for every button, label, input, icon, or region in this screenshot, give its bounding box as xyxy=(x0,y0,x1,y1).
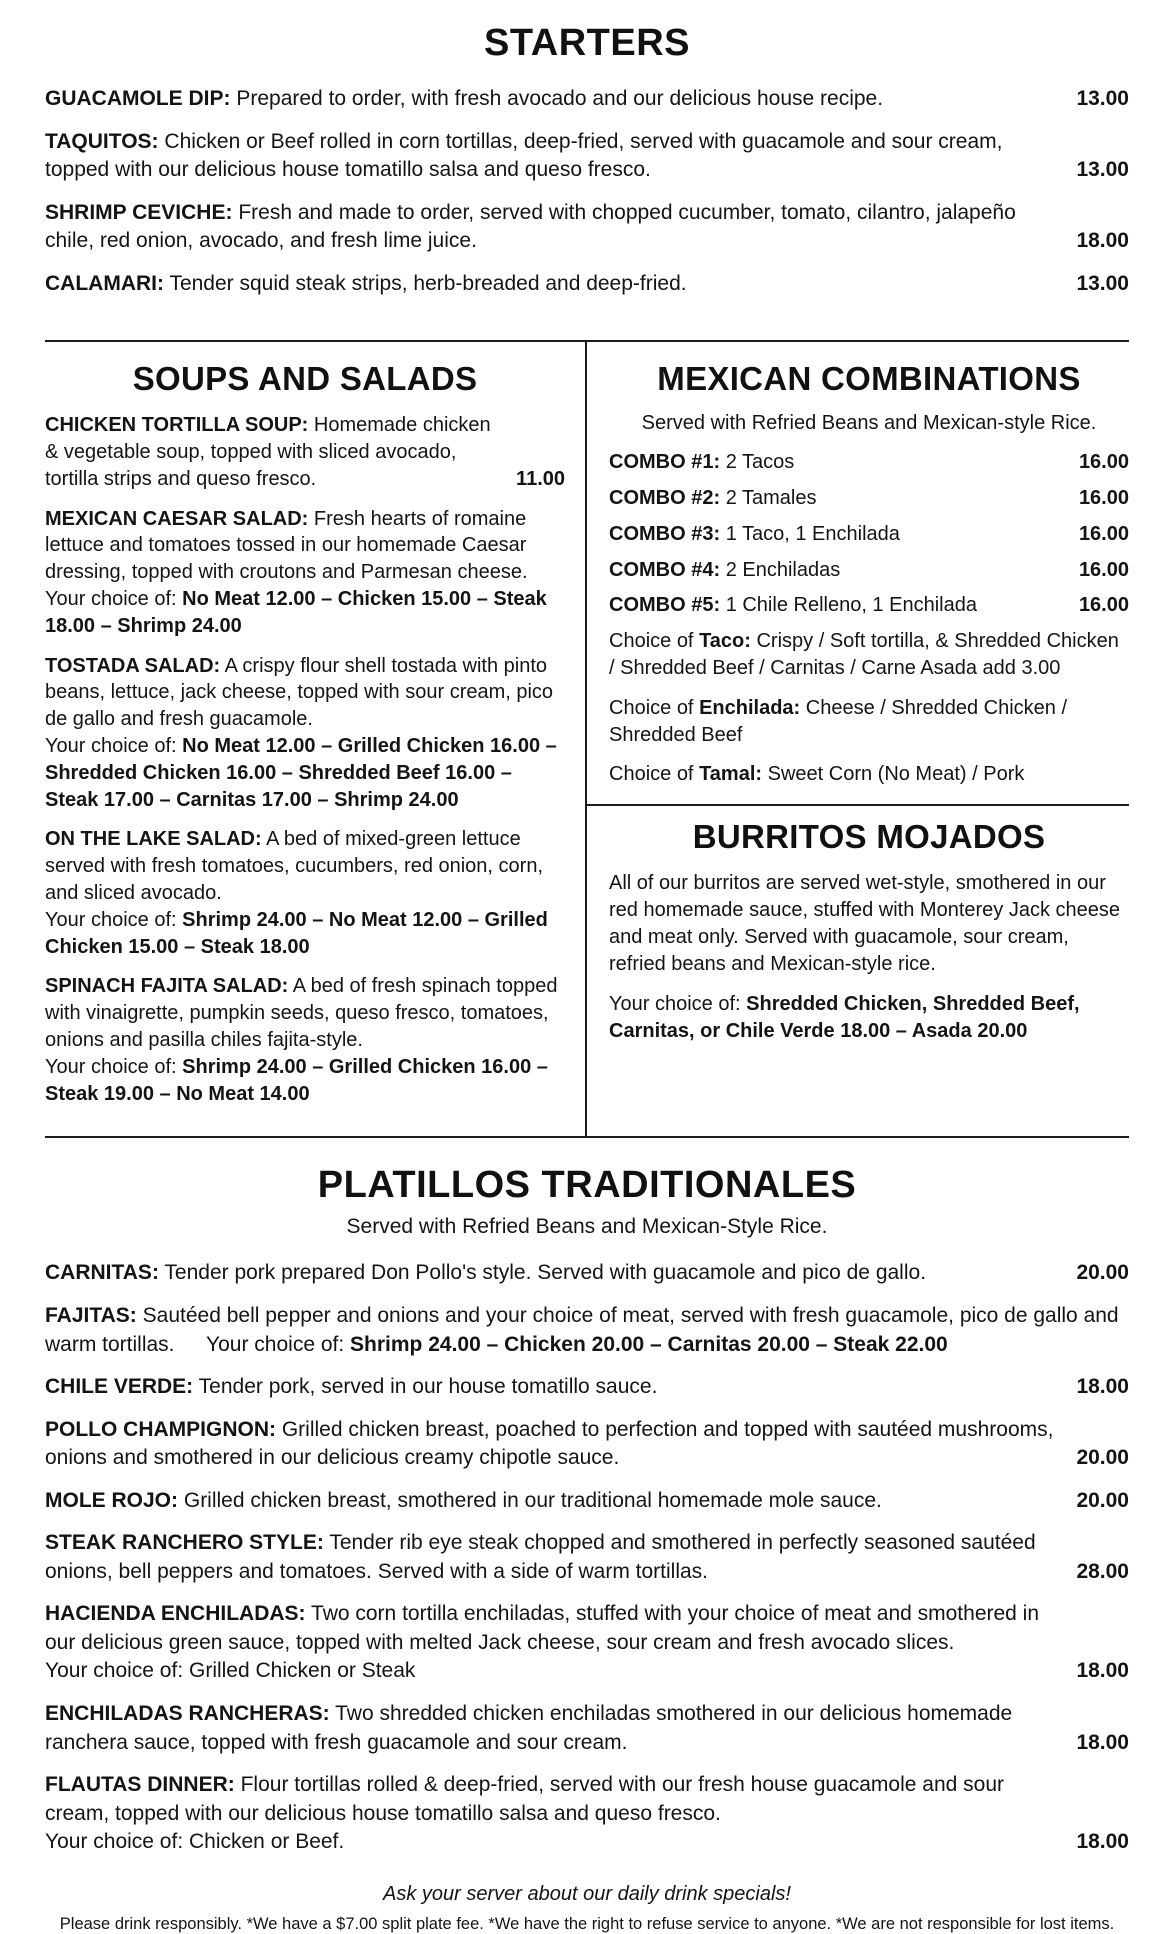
item-text xyxy=(45,1373,1060,1402)
disclaimer-line: Please drink responsibly. *We have a $7.00 split plate fee. *We have the right to refuse service to anyone. *We are not responsible for lost items. xyxy=(59,1914,1115,1933)
item-choice xyxy=(45,733,565,813)
item-body xyxy=(45,199,1060,256)
two-column-area xyxy=(45,340,1129,1138)
choice-options: No Meat 12.00 – Chicken 15.00 – Steak 18.00 – Shrimp 24.00 xyxy=(45,588,547,637)
item-name: MOLE ROJO: xyxy=(45,1488,179,1512)
item-desc: 1 Chile Relleno, 1 Enchilada xyxy=(725,594,977,617)
item-body xyxy=(45,1259,1060,1288)
item-name: FAJITAS: xyxy=(45,1303,137,1327)
choice-prefix: Your choice of: xyxy=(206,1332,345,1356)
menu-item xyxy=(609,592,1129,619)
item-price: 16.00 xyxy=(1078,451,1129,474)
item-text xyxy=(45,973,565,1053)
item-price: 16.00 xyxy=(1078,594,1129,617)
right-column xyxy=(585,342,1129,1136)
item-price: 13.00 xyxy=(1076,271,1129,295)
menu-item xyxy=(45,199,1129,256)
item-text xyxy=(45,826,565,906)
item-body xyxy=(45,1302,1129,1359)
menu-item xyxy=(45,826,565,960)
footer xyxy=(45,1883,1129,1934)
menu-item xyxy=(45,270,1129,299)
item-text xyxy=(609,449,1063,476)
drink-specials-line: Ask your server about our daily drink specials! xyxy=(383,1882,791,1905)
menu-item xyxy=(609,521,1129,548)
section-starters xyxy=(45,22,1129,298)
item-desc: A crispy flour shell tostada with pinto beans, lettuce, jack cheese, topped with sour cream, pico de gallo and fresh guacamole. xyxy=(45,654,554,731)
menu-item xyxy=(609,449,1129,476)
item-price: 18.00 xyxy=(1076,229,1129,253)
item-price: 20.00 xyxy=(1076,1488,1129,1512)
item-text xyxy=(609,485,1063,512)
choice-note xyxy=(609,695,1129,749)
section-mexican-combinations xyxy=(609,360,1129,788)
item-desc: Chicken or Beef rolled in corn tortillas, deep-fried, served with guacamole and sour cream, topped with our delicious house tomatillo salsa and queso fresco. xyxy=(45,129,1003,182)
choice-prefix: Your choice of: Grilled Chicken or Steak xyxy=(45,1659,416,1683)
item-choice xyxy=(45,1828,1060,1857)
item-price: 16.00 xyxy=(1078,558,1129,581)
item-name: STEAK RANCHERO STYLE: xyxy=(45,1531,324,1555)
platillos-title: PLATILLOS TRADITIONALES xyxy=(317,1164,857,1207)
item-text xyxy=(45,1416,1060,1473)
item-price: 18.00 xyxy=(1076,1830,1129,1854)
choice-options: Shredded Chicken, Shredded Beef, Carnitas, or Chile Verde 18.00 – Asada 20.00 xyxy=(609,993,1080,1043)
choice-note-keyword: Enchilada: xyxy=(699,696,801,719)
item-text xyxy=(45,1600,1060,1657)
item-price: 11.00 xyxy=(516,467,565,490)
choice-prefix: Your choice of: Chicken or Beef. xyxy=(45,1830,345,1854)
menu-item xyxy=(45,1302,1129,1359)
choice-options: Shrimp 24.00 – Grilled Chicken 16.00 – Steak 19.00 – No Meat 14.00 xyxy=(45,1055,548,1105)
item-body xyxy=(45,826,565,960)
item-name: CARNITAS: xyxy=(45,1261,159,1285)
combinations-title: MEXICAN COMBINATIONS xyxy=(657,360,1081,398)
menu-item xyxy=(45,506,565,640)
menu-item xyxy=(45,973,565,1107)
item-text xyxy=(609,592,1063,619)
item-desc: Tender pork, served in our house tomatillo sauce. xyxy=(198,1375,658,1399)
item-choice xyxy=(45,1054,565,1108)
burritos-intro: All of our burritos are served wet-style, smothered in our red homemade sauce, stuffed with Monterey Jack cheese and meat only. Served with guacamole, sour cream, refried beans and Mexican-style rice. xyxy=(609,872,1121,975)
burritos-choice-line xyxy=(609,991,1129,1045)
item-name: CHICKEN TORTILLA SOUP: xyxy=(45,414,309,437)
soups-salads-title: SOUPS AND SALADS xyxy=(132,360,478,398)
item-desc: Two shredded chicken enchiladas smothered in our delicious homemade ranchera sauce, topped with fresh guacamole and sour cream. xyxy=(45,1701,1013,1754)
choice-note-prefix: Choice of xyxy=(609,763,700,786)
item-text xyxy=(45,128,1060,185)
item-text xyxy=(609,557,1063,584)
burritos-title: BURRITOS MOJADOS xyxy=(692,818,1046,856)
menu-item xyxy=(45,1487,1129,1516)
item-text xyxy=(45,1771,1060,1828)
item-text xyxy=(45,270,1060,299)
item-price: 20.00 xyxy=(1076,1446,1129,1470)
item-price: 28.00 xyxy=(1076,1559,1129,1583)
item-name: COMBO #5: xyxy=(609,594,721,617)
item-price: 16.00 xyxy=(1078,487,1129,510)
menu-item xyxy=(45,653,565,814)
item-choice xyxy=(45,1657,1060,1686)
item-text xyxy=(609,521,1063,548)
item-name: COMBO #4: xyxy=(609,558,721,581)
item-desc: 2 Enchiladas xyxy=(725,558,841,581)
choice-prefix: Your choice of: xyxy=(45,1055,177,1078)
item-price: 18.00 xyxy=(1076,1375,1129,1399)
item-choice xyxy=(45,907,565,961)
item-desc: Grilled chicken breast, smothered in our traditional homemade mole sauce. xyxy=(183,1488,882,1512)
item-body xyxy=(609,557,1063,584)
item-desc: Sautéed bell pepper and onions and your choice of meat, served with fresh guacamole, pico de gallo and warm tortillas. xyxy=(45,1303,1119,1356)
item-name: ENCHILADAS RANCHERAS: xyxy=(45,1701,330,1725)
platillos-subtitle: Served with Refried Beans and Mexican-Style Rice. xyxy=(346,1215,828,1239)
item-text xyxy=(45,653,565,733)
item-text xyxy=(45,1302,1129,1359)
menu-item xyxy=(609,557,1129,584)
item-price: 18.00 xyxy=(1076,1659,1129,1683)
item-text xyxy=(45,1529,1060,1586)
item-name: SPINACH FAJITA SALAD: xyxy=(45,975,289,998)
item-price: 20.00 xyxy=(1076,1261,1129,1285)
item-text xyxy=(45,506,565,586)
section-divider xyxy=(587,804,1129,806)
platillos-list xyxy=(45,1259,1129,1856)
item-desc: Tender squid steak strips, herb-breaded and deep-fried. xyxy=(169,271,687,295)
menu-item xyxy=(45,412,565,492)
item-desc: Flour tortillas rolled & deep-fried, served with our fresh house guacamole and sour cream, topped with our delicious house tomatillo salsa and queso fresco. xyxy=(45,1773,1005,1825)
item-text xyxy=(45,199,1060,256)
item-name: POLLO CHAMPIGNON: xyxy=(45,1417,276,1441)
combinations-subtitle: Served with Refried Beans and Mexican-style Rice. xyxy=(641,412,1097,435)
item-desc: Grilled chicken breast, poached to perfection and topped with sautéed mushrooms, onions and smothered in our delicious creamy chipotle sauce. xyxy=(45,1417,1054,1470)
item-text xyxy=(45,1700,1060,1757)
item-choice xyxy=(45,586,565,640)
item-desc: Tender rib eye steak chopped and smothered in perfectly seasoned sautéed onions, bell peppers and tomatoes. Served with a side of warm tortillas. xyxy=(45,1531,1036,1583)
choice-note-prefix: Choice of xyxy=(609,696,700,719)
section-soups-salads xyxy=(45,342,585,1136)
item-body xyxy=(45,1600,1060,1686)
item-body xyxy=(45,270,1060,299)
item-desc: 2 Tamales xyxy=(725,487,817,510)
choice-prefix: Your choice of: xyxy=(609,993,747,1016)
item-body xyxy=(609,449,1063,476)
item-body xyxy=(45,1487,1060,1516)
item-desc: A bed of mixed-green lettuce served with fresh tomatoes, cucumbers, red onion, corn, and sliced avocado. xyxy=(45,828,544,905)
menu-item xyxy=(45,1259,1129,1288)
item-name: MEXICAN CAESAR SALAD: xyxy=(45,507,309,530)
menu-item xyxy=(45,1416,1129,1473)
choice-note xyxy=(609,761,1129,788)
choice-prefix: Your choice of: xyxy=(45,908,177,931)
item-desc: 1 Taco, 1 Enchilada xyxy=(725,522,900,545)
item-body xyxy=(45,1373,1060,1402)
item-text xyxy=(45,1487,1060,1516)
item-body xyxy=(609,521,1063,548)
item-desc: 2 Tacos xyxy=(725,451,795,474)
item-body xyxy=(609,485,1063,512)
item-name: COMBO #2: xyxy=(609,487,721,510)
item-body xyxy=(45,506,565,640)
starters-title: STARTERS xyxy=(484,22,690,64)
item-name: GUACAMOLE DIP: xyxy=(45,87,231,110)
item-name: TAQUITOS: xyxy=(45,129,159,153)
choice-options: Shrimp 24.00 – No Meat 12.00 – Grilled Chicken 15.00 – Steak 18.00 xyxy=(45,908,548,958)
choice-note-rest: Crispy / Soft tortilla, & Shredded Chicken / Shredded Beef / Carnitas / Carne Asada add 3.00 xyxy=(609,630,1119,680)
menu-item xyxy=(609,485,1129,512)
item-price: 13.00 xyxy=(1076,87,1129,110)
choice-note-prefix: Choice of xyxy=(609,630,700,653)
menu-item xyxy=(45,1600,1129,1686)
item-choice xyxy=(206,1333,948,1356)
item-name: ON THE LAKE SALAD: xyxy=(45,828,262,851)
item-text xyxy=(45,85,1060,114)
item-desc: Prepared to order, with fresh avocado and our delicious house recipe. xyxy=(236,87,884,110)
menu-item xyxy=(45,1771,1129,1857)
item-body xyxy=(45,128,1060,185)
item-body xyxy=(45,1700,1060,1757)
menu-item xyxy=(45,1529,1129,1586)
item-name: FLAUTAS DINNER: xyxy=(45,1773,235,1797)
combo-choice-notes xyxy=(609,628,1129,788)
starters-list xyxy=(45,85,1129,298)
choice-note-keyword: Taco: xyxy=(699,630,751,653)
item-text xyxy=(45,412,500,492)
menu-item xyxy=(45,85,1129,114)
item-desc: Two corn tortilla enchiladas, stuffed with your choice of meat and smothered in our delicious green sauce, topped with melted Jack cheese, sour cream and fresh avocado slices. xyxy=(45,1602,1040,1654)
choice-note-keyword: Tamal: xyxy=(699,763,763,786)
menu-item xyxy=(45,1700,1129,1757)
item-body xyxy=(45,973,565,1107)
choice-note-rest: Cheese / Shredded Chicken / Shredded Beef xyxy=(609,696,1068,746)
item-body xyxy=(45,653,565,814)
soups-salads-list xyxy=(45,412,565,1107)
item-price: 13.00 xyxy=(1076,158,1129,182)
item-name: COMBO #1: xyxy=(609,451,721,474)
item-body xyxy=(45,1529,1060,1586)
item-desc: A bed of fresh spinach topped with vinaigrette, pumpkin seeds, queso fresco, tomatoes, onions and pasilla chiles fajita-style. xyxy=(45,975,558,1052)
choice-options: No Meat 12.00 – Grilled Chicken 16.00 – Shredded Chicken 16.00 – Shredded Beef 16.00 – Steak 17.00 – Carnitas 17.00 – Shrimp 24.00 xyxy=(45,735,557,811)
menu-item xyxy=(45,128,1129,185)
item-desc: Homemade chicken & vegetable soup, topped with sliced avocado, tortilla strips and queso fresco. xyxy=(45,414,491,490)
item-name: SHRIMP CEVICHE: xyxy=(45,200,233,224)
item-body xyxy=(45,1416,1060,1473)
item-name: COMBO #3: xyxy=(609,522,721,545)
item-desc: Tender pork prepared Don Pollo's style. Served with guacamole and pico de gallo. xyxy=(164,1261,927,1285)
item-name: TOSTADA SALAD: xyxy=(45,654,221,677)
item-body xyxy=(45,412,500,492)
section-burritos-mojados xyxy=(609,818,1129,1045)
section-platillos xyxy=(45,1164,1129,1856)
item-text xyxy=(45,1259,1060,1288)
item-price: 18.00 xyxy=(1076,1730,1129,1754)
choice-prefix: Your choice of: xyxy=(45,588,177,611)
choice-note-rest: Sweet Corn (No Meat) / Pork xyxy=(762,763,1025,786)
item-desc: Fresh and made to order, served with chopped cucumber, tomato, cilantro, jalapeño chile, red onion, avocado, and fresh lime juice. xyxy=(45,200,1016,253)
item-body xyxy=(45,1771,1060,1857)
combos-list xyxy=(609,449,1129,619)
item-name: CALAMARI: xyxy=(45,271,164,295)
item-name: HACIENDA ENCHILADAS: xyxy=(45,1602,306,1626)
item-price: 16.00 xyxy=(1078,522,1129,545)
choice-prefix: Your choice of: xyxy=(45,735,177,758)
item-name: CHILE VERDE: xyxy=(45,1375,194,1399)
menu-item xyxy=(45,1373,1129,1402)
choice-options: Shrimp 24.00 – Chicken 20.00 – Carnitas 20.00 – Steak 22.00 xyxy=(350,1332,948,1356)
choice-note xyxy=(609,628,1129,682)
item-body xyxy=(45,85,1060,114)
item-body xyxy=(609,592,1063,619)
item-desc: Fresh hearts of romaine lettuce and tomatoes tossed in our homemade Caesar dressing, topped with croutons and Parmesan cheese. xyxy=(45,507,528,584)
